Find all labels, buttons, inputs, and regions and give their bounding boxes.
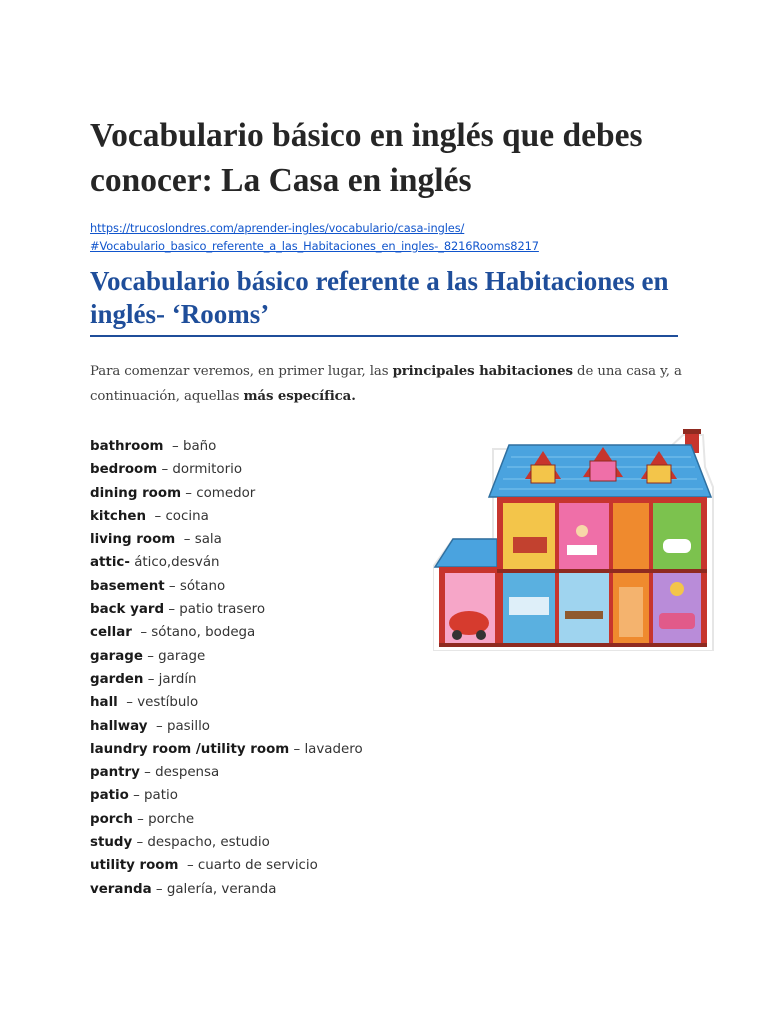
vocab-term-es: – pasillo bbox=[147, 718, 210, 734]
house-cutaway-illustration bbox=[433, 427, 718, 651]
intro-text-2: de una casa y, a continuación, aquellas bbox=[90, 364, 682, 404]
vocab-term-en: bathroom bbox=[90, 439, 164, 454]
vocab-item bbox=[90, 458, 430, 481]
intro-paragraph bbox=[90, 359, 690, 409]
vocab-term-es: – vestíbulo bbox=[117, 695, 199, 711]
house-illustration-svg bbox=[433, 427, 718, 651]
vocab-term-es: – garage bbox=[142, 648, 206, 664]
vocab-term-es: – cuarto de servicio bbox=[178, 858, 318, 874]
vocab-item bbox=[90, 505, 430, 528]
room-study bbox=[613, 503, 649, 569]
vocab-term-es: – lavadero bbox=[289, 741, 363, 757]
vocab-term-en: garden bbox=[90, 671, 144, 687]
vocab-term-es: – galería, veranda bbox=[151, 881, 277, 897]
vocab-item bbox=[90, 621, 430, 644]
vocab-item bbox=[90, 598, 430, 621]
section-heading-line-1: Vocabulario básico referente a las Habitaciones en bbox=[90, 266, 669, 296]
vocab-item bbox=[90, 831, 430, 854]
vocabulary-list bbox=[90, 435, 430, 901]
vocab-term-en: garage bbox=[90, 648, 143, 664]
vocab-item bbox=[90, 482, 430, 505]
vocab-item bbox=[90, 761, 430, 784]
vocab-term-es: – jardín bbox=[143, 671, 197, 687]
vocab-term-es: ático,desván bbox=[129, 555, 220, 571]
vocab-term-es: – sala bbox=[175, 532, 222, 548]
vocab-term-en: attic- bbox=[90, 555, 130, 571]
vocab-term-en: kitchen bbox=[90, 508, 146, 524]
page-title: Vocabulario básico en inglés que debes conocer: La Casa en inglés bbox=[90, 117, 643, 199]
vocab-term-es: – porche bbox=[132, 811, 195, 827]
vocab-term-en: hallway bbox=[90, 718, 148, 734]
vocab-item bbox=[90, 691, 430, 714]
vocab-term-en: porch bbox=[90, 811, 133, 827]
vocab-term-en: dining room bbox=[90, 485, 182, 501]
vocab-term-es: – sótano bbox=[164, 578, 226, 594]
vocab-item bbox=[90, 738, 430, 761]
vocab-item bbox=[90, 668, 430, 691]
vocab-item bbox=[90, 575, 430, 598]
room-bedroom bbox=[503, 503, 555, 569]
vocab-term-es: – despensa bbox=[139, 765, 220, 781]
section-heading-line-2: inglés- ‘Rooms’ bbox=[90, 299, 270, 329]
room-bathroom bbox=[653, 503, 701, 569]
vocab-item bbox=[90, 854, 430, 877]
vocab-term-es: – dormitorio bbox=[157, 462, 243, 478]
vocab-term-es: – patio bbox=[128, 788, 178, 804]
source-link[interactable] bbox=[90, 219, 690, 255]
vocab-item bbox=[90, 528, 430, 551]
vocab-term-en: pantry bbox=[90, 765, 140, 781]
source-link-line-1[interactable]: https://trucoslondres.com/aprender-ingles/vocabulario/casa-ingles/ bbox=[90, 221, 465, 235]
vocab-term-es: – comedor bbox=[181, 485, 256, 501]
vocab-term-en: veranda bbox=[90, 881, 152, 897]
vocab-term-en: laundry room /utility room bbox=[90, 741, 290, 757]
source-link-line-2[interactable]: #Vocabulario_basico_referente_a_las_Habitaciones_en_ingles-_8216Rooms8217 bbox=[90, 239, 539, 253]
vocab-term-en: hall bbox=[90, 695, 118, 711]
vocab-item bbox=[90, 784, 430, 807]
vocab-term-en: basement bbox=[90, 578, 165, 594]
vocab-term-es: – cocina bbox=[145, 508, 209, 524]
vocab-term-en: living room bbox=[90, 532, 176, 548]
section-heading bbox=[90, 265, 678, 337]
vocab-item bbox=[90, 645, 430, 668]
vocab-term-es: – baño bbox=[163, 439, 217, 454]
side-roof bbox=[435, 539, 497, 567]
vocab-term-en: cellar bbox=[90, 625, 132, 641]
intro-text-1: Para comenzar veremos, en primer lugar, las bbox=[90, 364, 393, 379]
vocab-term-en: patio bbox=[90, 788, 129, 804]
vocab-term-es: – patio trasero bbox=[164, 602, 266, 618]
room-dining bbox=[559, 573, 609, 643]
vocab-item bbox=[90, 435, 430, 458]
vocab-term-en: utility room bbox=[90, 858, 179, 874]
vocab-term-es: – despacho, estudio bbox=[132, 835, 270, 851]
vocab-term-en: study bbox=[90, 835, 133, 851]
intro-bold-1: principales habitaciones bbox=[392, 364, 573, 379]
vocab-item bbox=[90, 715, 430, 738]
vocab-item bbox=[90, 551, 430, 574]
intro-bold-2: más específica. bbox=[243, 389, 356, 404]
vocab-term-es: – sótano, bodega bbox=[131, 625, 256, 641]
vocab-term-en: back yard bbox=[90, 602, 165, 618]
vocab-item bbox=[90, 878, 430, 901]
vocab-term-en: bedroom bbox=[90, 462, 158, 478]
vocab-item bbox=[90, 808, 430, 831]
